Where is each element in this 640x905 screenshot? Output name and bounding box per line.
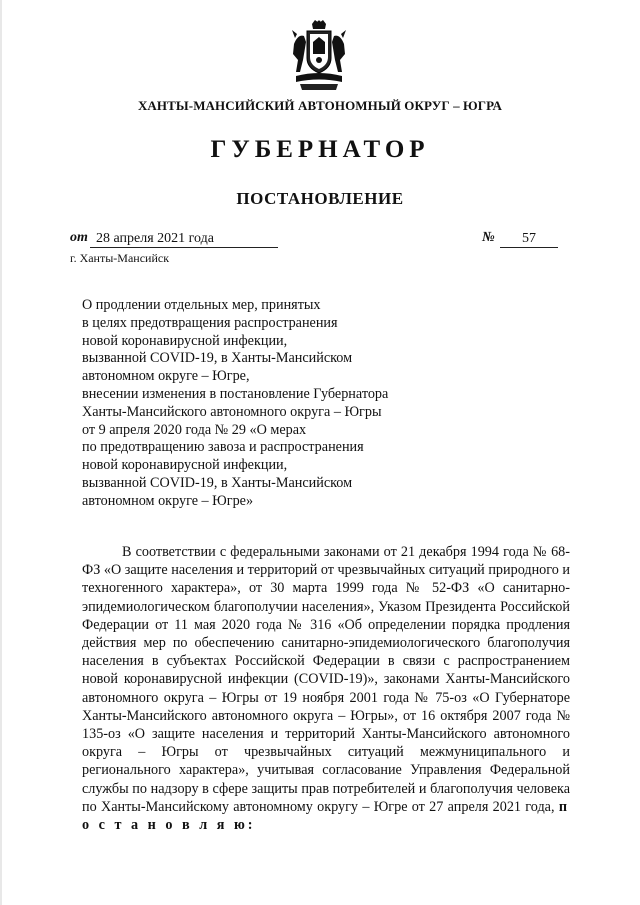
subject-line: автономном округе – Югре, (82, 368, 250, 385)
subject-line: вызванной COVID-19, в Ханты-Мансийском (82, 350, 353, 367)
city: г. Ханты-Мансийск (70, 251, 170, 265)
subject-line: новой коронавирусной инфекции, (82, 332, 288, 349)
subject-line: О продлении отдельных мер, принятых (82, 297, 321, 313)
date-number-row (70, 230, 570, 250)
subject-line: Ханты-Мансийского автономного округа – Югры (82, 403, 382, 420)
authority-title: ГУБЕРНАТОР (210, 136, 430, 163)
subject-line: в целях предотвращения распространения (82, 314, 338, 331)
document-date: 28 апреля 2021 года (90, 230, 278, 248)
preamble-paragraph (82, 543, 570, 834)
resolve-word: п о с т а н о в л я ю: (82, 798, 570, 834)
region-title: ХАНТЫ-МАНСИЙСКИЙ АВТОНОМНЫЙ ОКРУГ – ЮГРА (137, 98, 503, 113)
subject-line: от 9 апреля 2020 года № 29 «О мерах (82, 421, 307, 438)
document-subject (82, 297, 462, 511)
subject-line: по предотвращению завоза и распространения (82, 439, 364, 456)
coat-of-arms-icon (290, 20, 348, 92)
document-number: 57 (500, 230, 558, 248)
subject-line: внесении изменения в постановление Губернатора (82, 385, 389, 402)
subject-line: автономном округе – Югре» (82, 492, 254, 509)
number-prefix: № (482, 230, 495, 245)
date-prefix: от (70, 230, 88, 245)
preamble-text: В соответствии с федеральными законами от 21 декабря 1994 года № 68-ФЗ «О защите населения и территорий от чрезвычайных ситуаций природного и техногенного характера», от 30 марта 1999 года № 52-ФЗ «О санитарно-эпидемиологическом благополучии населения», Указом Президента Российской Федерации от 11 мая 2020 года № 316 «Об определении порядка продления действия мер по обеспечению санитарно-эпидемиологического благополучия населения в субъектах Российской Федерации в связи с распространением новой коронавирусной инфекции (COVID-19)», законами Ханты-Мансийского автономного округа – Югры от 19 ноября 2001 года № 75-оз «О Губернаторе Ханты-Мансийского автономного округа – Югры», от 16 октября 2007 года № 135-оз «О защите населения и территорий Ханты-Мансийского автономного округа – Югры от чрезвычайных ситуаций межмуниципального и регионального характера», учитывая согласование Управления Федеральной службы по надзору в сфере защиты прав потребителей и благополучия человека по Ханты-Мансийскому автономному округу – Югре от 27 апреля 2021 года, (82, 544, 570, 815)
subject-line: новой коронавирусной инфекции, (82, 457, 288, 474)
document-kind: ПОСТАНОВЛЕНИЕ (236, 189, 404, 208)
subject-line: вызванной COVID-19, в Ханты-Мансийском (82, 474, 353, 491)
